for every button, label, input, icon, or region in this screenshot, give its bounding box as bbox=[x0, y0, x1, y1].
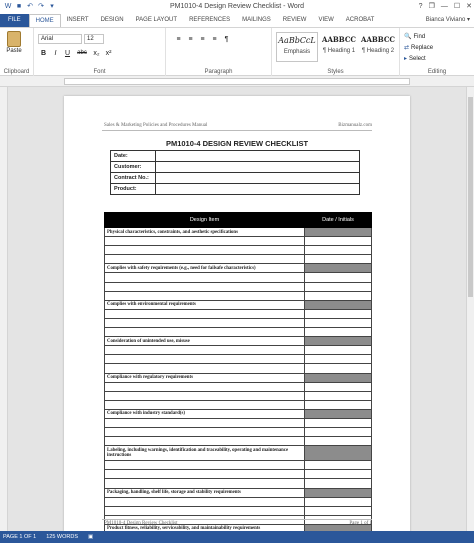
subscript-button[interactable]: x₂ bbox=[93, 50, 100, 57]
redo-icon[interactable]: ↷ bbox=[38, 3, 44, 10]
info-row bbox=[111, 173, 360, 184]
table-row bbox=[105, 355, 372, 364]
item-cell[interactable] bbox=[105, 346, 305, 355]
align-left-icon[interactable]: ≡ bbox=[176, 36, 181, 43]
info-row bbox=[111, 162, 360, 173]
item-cell[interactable] bbox=[105, 418, 305, 427]
save-icon[interactable]: ■ bbox=[16, 3, 22, 10]
close-button[interactable]: ✕ bbox=[466, 3, 472, 10]
table-row bbox=[105, 437, 372, 446]
find-icon: 🔍 bbox=[404, 34, 412, 40]
item-cell[interactable] bbox=[105, 461, 305, 470]
select-button[interactable]: ▸ Select bbox=[404, 55, 426, 62]
item-cell[interactable] bbox=[105, 364, 305, 373]
item-cell[interactable] bbox=[105, 400, 305, 409]
section-row bbox=[105, 300, 372, 309]
table-row bbox=[105, 237, 372, 246]
footer-left-text: PM1010-4 Design Review Checklist bbox=[104, 521, 178, 526]
info-value-cell[interactable] bbox=[156, 184, 360, 195]
table-row bbox=[105, 382, 372, 391]
style-name: ¶ Heading 2 bbox=[361, 48, 395, 54]
table-row bbox=[105, 318, 372, 327]
section-date-cell bbox=[305, 373, 372, 382]
date-cell[interactable] bbox=[305, 470, 372, 479]
item-cell[interactable] bbox=[105, 246, 305, 255]
item-cell[interactable] bbox=[105, 273, 305, 282]
date-cell[interactable] bbox=[305, 318, 372, 327]
date-cell[interactable] bbox=[305, 391, 372, 400]
item-cell[interactable] bbox=[105, 479, 305, 488]
info-value-cell[interactable] bbox=[156, 162, 360, 173]
find-button[interactable]: 🔍 Find bbox=[404, 33, 426, 40]
minimize-button[interactable]: — bbox=[440, 3, 448, 10]
checklist-table bbox=[104, 212, 372, 531]
paragraph-group bbox=[166, 28, 272, 76]
item-cell[interactable] bbox=[105, 328, 305, 337]
bold-button[interactable]: B bbox=[40, 50, 47, 57]
style-sample: AaBbCcL bbox=[278, 36, 316, 45]
table-row bbox=[105, 461, 372, 470]
table-row bbox=[105, 497, 372, 506]
tab-references[interactable]: REFERENCES bbox=[189, 17, 231, 23]
item-cell[interactable] bbox=[105, 291, 305, 300]
proofing-icon[interactable]: ▣ bbox=[88, 534, 94, 540]
tab-view[interactable]: VIEW bbox=[318, 17, 334, 23]
tab-acrobat[interactable]: ACROBAT bbox=[345, 17, 375, 23]
date-cell[interactable] bbox=[305, 282, 372, 291]
help-button[interactable]: ? bbox=[418, 3, 423, 10]
date-cell[interactable] bbox=[305, 309, 372, 318]
replace-icon: ⇄ bbox=[404, 45, 410, 51]
document-area[interactable] bbox=[0, 87, 466, 531]
date-cell[interactable] bbox=[305, 479, 372, 488]
tab-review[interactable]: REVIEW bbox=[282, 17, 307, 23]
section-label: Complies with environmental requirements bbox=[105, 300, 305, 309]
style-name: Emphasis bbox=[283, 49, 311, 55]
tab-insert[interactable]: INSERT bbox=[66, 17, 89, 23]
table-row bbox=[105, 418, 372, 427]
date-cell[interactable] bbox=[305, 418, 372, 427]
table-row bbox=[105, 364, 372, 373]
customize-qat-icon[interactable]: ▾ bbox=[50, 3, 54, 10]
date-cell[interactable] bbox=[305, 506, 372, 515]
strikethrough-button[interactable]: abc bbox=[77, 50, 87, 56]
table-row bbox=[105, 346, 372, 355]
section-label: Packaging, handling, shelf life, storage and stability requirements bbox=[105, 488, 305, 497]
section-row bbox=[105, 373, 372, 382]
style-name: ¶ Heading 1 bbox=[322, 48, 356, 54]
paste-button[interactable] bbox=[4, 31, 24, 54]
styles-group bbox=[272, 28, 400, 76]
info-value-cell[interactable] bbox=[156, 173, 360, 184]
item-cell[interactable] bbox=[105, 437, 305, 446]
table-row bbox=[105, 309, 372, 318]
item-cell[interactable] bbox=[105, 355, 305, 364]
item-cell[interactable] bbox=[105, 282, 305, 291]
design-item-header: Design Item bbox=[105, 213, 305, 228]
header-right-text: Bizmanualz.com bbox=[338, 123, 372, 128]
table-row bbox=[105, 400, 372, 409]
quick-access-toolbar bbox=[0, 3, 56, 11]
date-cell[interactable] bbox=[305, 291, 372, 300]
table-row bbox=[105, 273, 372, 282]
section-date-cell bbox=[305, 264, 372, 273]
table-row bbox=[105, 246, 372, 255]
date-cell[interactable] bbox=[305, 497, 372, 506]
date-cell[interactable] bbox=[305, 273, 372, 282]
date-cell[interactable] bbox=[305, 255, 372, 264]
undo-icon[interactable]: ↶ bbox=[27, 3, 33, 10]
ribbon bbox=[0, 27, 474, 76]
show-marks-icon[interactable]: ¶ bbox=[224, 36, 229, 43]
info-label: Product: bbox=[111, 184, 156, 195]
document-page[interactable] bbox=[64, 96, 410, 531]
ribbon-display-button[interactable]: ❐ bbox=[428, 3, 435, 10]
underline-button[interactable]: U bbox=[64, 50, 71, 57]
word-count[interactable]: 125 WORDS bbox=[46, 534, 79, 540]
item-cell[interactable] bbox=[105, 506, 305, 515]
item-cell[interactable] bbox=[105, 428, 305, 437]
section-date-cell bbox=[305, 228, 372, 237]
date-cell[interactable] bbox=[305, 428, 372, 437]
info-value-cell[interactable] bbox=[156, 151, 360, 162]
paragraph-buttons bbox=[174, 36, 231, 43]
horizontal-ruler[interactable] bbox=[0, 76, 474, 87]
style-emphasis[interactable] bbox=[276, 32, 318, 62]
date-cell[interactable] bbox=[305, 437, 372, 446]
date-cell[interactable] bbox=[305, 237, 372, 246]
font-group-label: Font bbox=[93, 69, 106, 75]
item-cell[interactable] bbox=[105, 255, 305, 264]
font-group bbox=[34, 28, 166, 76]
format-buttons bbox=[39, 50, 113, 57]
section-label: Physical characteristics, constraints, and aesthetic specifications bbox=[105, 228, 305, 237]
page-count[interactable]: PAGE 1 OF 1 bbox=[3, 534, 37, 540]
date-cell[interactable] bbox=[305, 461, 372, 470]
section-label: Compliance with industry standard(s) bbox=[105, 409, 305, 418]
item-cell[interactable] bbox=[105, 309, 305, 318]
section-row bbox=[105, 446, 372, 461]
title-bar bbox=[0, 0, 474, 14]
section-label: Labeling, including warnings, identification and traceability, operating and maintenance instructions bbox=[105, 446, 305, 461]
clipboard-group-label: Clipboard bbox=[3, 69, 30, 75]
section-label: Product fitness, reliability, serviceability, and maintainability requirements bbox=[105, 524, 305, 531]
tab-design[interactable]: DESIGN bbox=[100, 17, 124, 23]
style-heading-1[interactable] bbox=[318, 32, 360, 62]
table-header-row bbox=[105, 213, 372, 228]
tab-home[interactable]: HOME bbox=[29, 14, 61, 27]
section-label: Complies with safety requirements (e.g., need for failsafe characteristics) bbox=[105, 264, 305, 273]
scrollbar-thumb[interactable] bbox=[468, 97, 473, 297]
item-cell[interactable] bbox=[105, 470, 305, 479]
table-row bbox=[105, 391, 372, 400]
style-sample: AABBCC bbox=[361, 35, 395, 44]
font-name-box[interactable]: Arial bbox=[38, 34, 82, 44]
tab-mailings[interactable]: MAILINGS bbox=[242, 17, 271, 23]
maximize-button[interactable]: ☐ bbox=[453, 3, 461, 10]
section-date-cell bbox=[305, 300, 372, 309]
vertical-scrollbar[interactable] bbox=[466, 87, 474, 531]
select-icon: ▸ bbox=[404, 56, 408, 62]
section-date-cell bbox=[305, 446, 372, 461]
clipboard-icon bbox=[7, 31, 21, 47]
section-row bbox=[105, 228, 372, 237]
section-row bbox=[105, 409, 372, 418]
date-cell[interactable] bbox=[305, 382, 372, 391]
word-logo-icon: W bbox=[4, 3, 12, 10]
date-cell[interactable] bbox=[305, 400, 372, 409]
date-cell[interactable] bbox=[305, 328, 372, 337]
window-controls bbox=[419, 0, 472, 14]
justify-icon[interactable]: ≡ bbox=[212, 36, 217, 43]
info-label: Customer: bbox=[111, 162, 156, 173]
align-right-icon[interactable]: ≡ bbox=[200, 36, 205, 43]
style-sample: AABBCC bbox=[322, 35, 356, 44]
table-row bbox=[105, 282, 372, 291]
info-row bbox=[111, 184, 360, 195]
item-cell[interactable] bbox=[105, 382, 305, 391]
section-row bbox=[105, 488, 372, 497]
table-row bbox=[105, 506, 372, 515]
table-row bbox=[105, 291, 372, 300]
window-title: PM1010-4 Design Review Checklist - Word bbox=[169, 3, 305, 10]
section-label: Compliance with regulatory requirements bbox=[105, 373, 305, 382]
section-date-cell bbox=[305, 337, 372, 346]
align-center-icon[interactable]: ≡ bbox=[188, 36, 193, 43]
section-row bbox=[105, 264, 372, 273]
style-heading-2[interactable] bbox=[358, 32, 398, 62]
footer-divider bbox=[102, 519, 372, 520]
table-row bbox=[105, 428, 372, 437]
item-cell[interactable] bbox=[105, 497, 305, 506]
styles-group-label: Styles bbox=[327, 69, 344, 75]
vertical-ruler[interactable] bbox=[0, 87, 8, 531]
document-title: PM1010-4 DESIGN REVIEW CHECKLIST bbox=[165, 139, 309, 148]
paste-label: Paste bbox=[6, 48, 22, 54]
tab-file[interactable]: FILE bbox=[0, 14, 29, 27]
date-initials-header: Date / Initials bbox=[305, 213, 372, 228]
superscript-button[interactable]: x² bbox=[105, 50, 112, 57]
date-cell[interactable] bbox=[305, 246, 372, 255]
replace-button[interactable]: ⇄ Replace bbox=[404, 44, 434, 51]
section-date-cell bbox=[305, 488, 372, 497]
item-cell[interactable] bbox=[105, 237, 305, 246]
user-account[interactable]: Bianca Viviano ▾ bbox=[425, 17, 470, 23]
table-row bbox=[105, 470, 372, 479]
ribbon-tabs bbox=[0, 14, 474, 27]
info-row bbox=[111, 151, 360, 162]
date-cell[interactable] bbox=[305, 346, 372, 355]
section-label: Consideration of unintended use, misuse bbox=[105, 337, 305, 346]
italic-button[interactable]: I bbox=[54, 50, 57, 57]
header-left-text: Sales & Marketing Policies and Procedures Manual bbox=[104, 123, 208, 128]
section-row bbox=[105, 337, 372, 346]
ruler-track bbox=[64, 78, 410, 85]
table-row bbox=[105, 479, 372, 488]
header-divider bbox=[102, 130, 372, 131]
clipboard-group bbox=[0, 28, 34, 76]
info-label: Contract No.: bbox=[111, 173, 156, 184]
info-table bbox=[110, 150, 360, 195]
font-size-box[interactable]: 12 bbox=[84, 34, 104, 44]
date-cell[interactable] bbox=[305, 364, 372, 373]
tab-page-layout[interactable]: PAGE LAYOUT bbox=[135, 17, 178, 23]
footer-right-text: Page 1 of 1 bbox=[349, 521, 372, 526]
info-label: Date: bbox=[111, 151, 156, 162]
table-row bbox=[105, 328, 372, 337]
status-bar bbox=[0, 531, 474, 543]
paragraph-group-label: Paragraph bbox=[204, 69, 233, 75]
editing-group-label: Editing bbox=[427, 69, 447, 75]
section-date-cell bbox=[305, 409, 372, 418]
item-cell[interactable] bbox=[105, 318, 305, 327]
item-cell[interactable] bbox=[105, 391, 305, 400]
table-row bbox=[105, 255, 372, 264]
date-cell[interactable] bbox=[305, 355, 372, 364]
